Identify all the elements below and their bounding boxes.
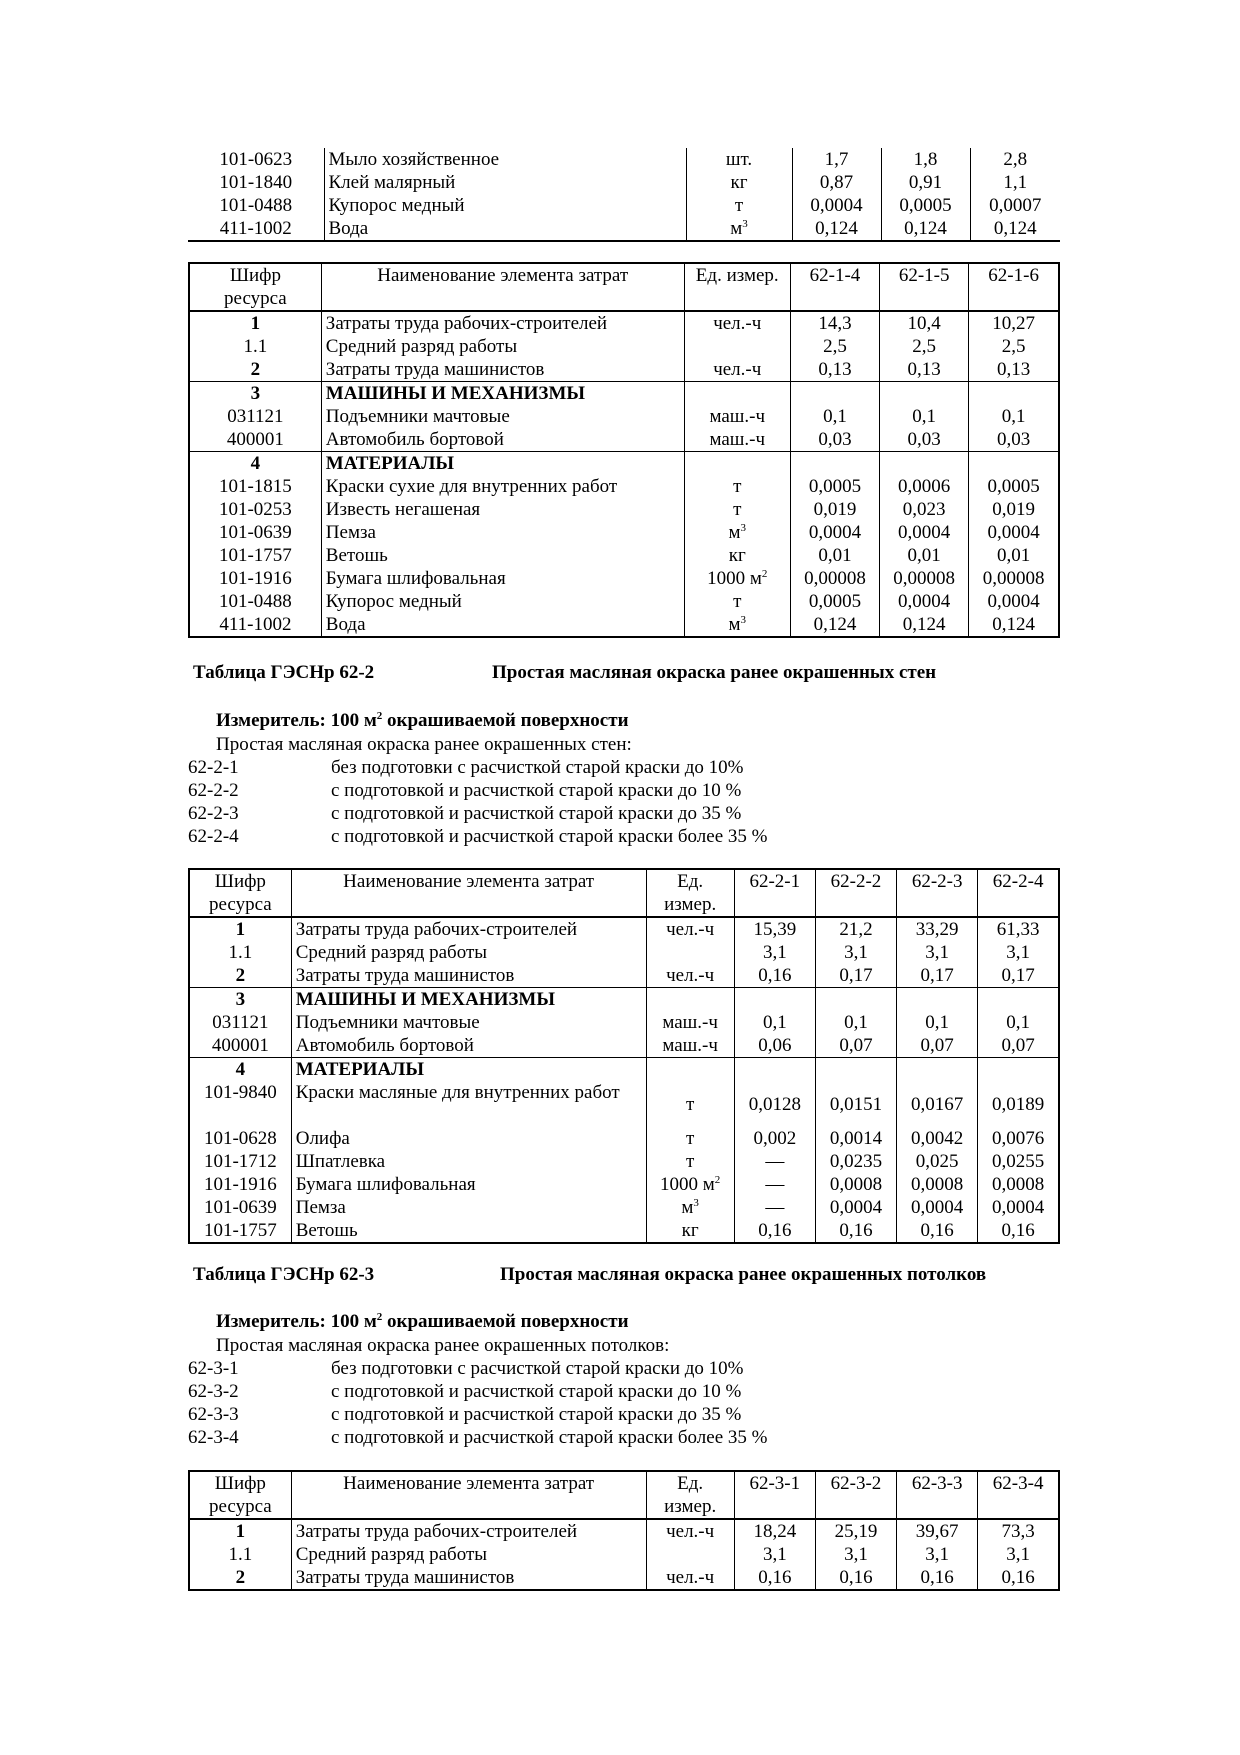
cell-value: 0,16 bbox=[815, 1566, 896, 1590]
cell-name: Подъемники мачтовые bbox=[291, 1011, 646, 1034]
cell-value: 0,0008 bbox=[897, 1173, 978, 1196]
cell-value: 1,8 bbox=[881, 148, 970, 171]
cell-name: Средний разряд работы bbox=[321, 335, 684, 358]
table-row bbox=[188, 171, 1060, 194]
cell-name: Подъемники мачтовые bbox=[321, 405, 684, 428]
cell-value: 0,13 bbox=[880, 358, 969, 382]
cell-value: 0,023 bbox=[880, 498, 969, 521]
cell-value: 15,39 bbox=[734, 917, 815, 941]
cell-name: Затраты труда машинистов bbox=[321, 358, 684, 382]
cell-value: 0,17 bbox=[897, 964, 978, 988]
cell-value: 0,07 bbox=[815, 1034, 896, 1058]
cell-value: 0,124 bbox=[969, 613, 1059, 637]
cell-code: 4 bbox=[189, 452, 321, 476]
cell-value: — bbox=[734, 1150, 815, 1173]
section-row bbox=[189, 452, 1059, 476]
cell-value: 0,1 bbox=[880, 405, 969, 428]
cell-value: 33,29 bbox=[897, 917, 978, 941]
table-62-3 bbox=[188, 1470, 1060, 1591]
cell-value: 0,1 bbox=[790, 405, 879, 428]
cell-unit: чел.-ч bbox=[684, 358, 790, 382]
cell-code: 101-0639 bbox=[218, 522, 292, 543]
cell-value: 0,0151 bbox=[815, 1081, 896, 1127]
table-title: Простая масляная окраска ранее окрашенных стен bbox=[492, 662, 937, 683]
cell-value: 0,01 bbox=[790, 544, 879, 567]
cell-unit: маш.-ч bbox=[646, 1034, 734, 1058]
cell-name: Вода bbox=[324, 217, 686, 241]
cell-value: 0,13 bbox=[969, 358, 1059, 382]
cell-name: Ветошь bbox=[321, 544, 684, 567]
cell-unit: 1000 $м^2$ bbox=[646, 1173, 734, 1196]
cell-value: 0,0128 bbox=[734, 1081, 815, 1127]
cell-name: Известь негашеная bbox=[321, 498, 684, 521]
cell-code: 101-0488 bbox=[219, 195, 293, 216]
intro-line: Простая масляная окраска ранее окрашенных стен: bbox=[216, 734, 632, 755]
section-title: МАШИНЫ И МЕХАНИЗМЫ bbox=[291, 988, 646, 1012]
cell-code: 101-1840 bbox=[219, 172, 293, 193]
cell-unit bbox=[646, 1543, 734, 1566]
cell-value: 0,0004 bbox=[880, 521, 969, 544]
table-row bbox=[189, 964, 1059, 988]
table-row bbox=[188, 148, 1060, 171]
cell-value: 0,17 bbox=[978, 964, 1059, 988]
cell-unit bbox=[684, 335, 790, 358]
cell-value: 0,019 bbox=[969, 498, 1059, 521]
cell-value: 0,06 bbox=[734, 1034, 815, 1058]
intro-line: Простая масляная окраска ранее окрашенных потолков: bbox=[216, 1335, 670, 1356]
cell-code: 1.1 bbox=[243, 336, 268, 357]
list-item: 62-2-3 с подготовкой и расчисткой старой краски до 35 % bbox=[188, 803, 742, 824]
cell-value: 3,1 bbox=[815, 941, 896, 964]
cell-name: Клей малярный bbox=[324, 171, 686, 194]
cell-value: 73,3 bbox=[978, 1519, 1059, 1543]
section-title: МАТЕРИАЛЫ bbox=[291, 1058, 646, 1082]
cell-name: Пемза bbox=[321, 521, 684, 544]
cell-value: 0,0004 bbox=[790, 521, 879, 544]
cell-value: 0,0167 bbox=[897, 1081, 978, 1127]
cell-name: Бумага шлифовальная bbox=[291, 1173, 646, 1196]
cell-name: Средний разряд работы bbox=[291, 941, 646, 964]
cell-name: Затраты труда машинистов bbox=[291, 964, 646, 988]
cell-unit: чел.-ч bbox=[646, 964, 734, 988]
table-row bbox=[188, 217, 1060, 241]
list-item: 62-2-1 без подготовки с расчисткой старой краски до 10% bbox=[188, 757, 744, 778]
cell-value: 14,3 bbox=[790, 311, 879, 335]
measure-line: Измеритель: 100 $м^2$ окрашиваемой поверхности bbox=[216, 1311, 629, 1332]
table-row bbox=[189, 358, 1059, 382]
table-row bbox=[189, 405, 1059, 428]
cell-code: 411-1002 bbox=[219, 614, 292, 635]
cell-name: Бумага шлифовальная bbox=[321, 567, 684, 590]
table-row bbox=[189, 521, 1059, 544]
cell-value: 3,1 bbox=[897, 1543, 978, 1566]
table-row bbox=[189, 590, 1059, 613]
cell-unit: маш.-ч bbox=[646, 1011, 734, 1034]
cell-name: Затраты труда машинистов bbox=[291, 1566, 646, 1590]
cell-value: 0,0008 bbox=[978, 1173, 1059, 1196]
header-code: Шифр ресурса bbox=[189, 1471, 291, 1519]
cell-code: 101-0253 bbox=[218, 499, 292, 520]
cell-unit: кг bbox=[646, 1219, 734, 1243]
header-col: 62-3-3 bbox=[897, 1471, 978, 1519]
cell-unit: 1000 $м^2$ bbox=[684, 567, 790, 590]
cell-value: 0,1 bbox=[978, 1011, 1059, 1034]
table-row bbox=[189, 428, 1059, 452]
cell-code: 411-1002 bbox=[219, 218, 292, 239]
cell-value: 0,124 bbox=[790, 613, 879, 637]
table-row bbox=[189, 1543, 1059, 1566]
cell-unit: т bbox=[684, 590, 790, 613]
header-unit: Ед. измер. bbox=[684, 263, 790, 311]
cell-value: 0,16 bbox=[734, 964, 815, 988]
list-item: 62-3-2 с подготовкой и расчисткой старой краски до 10 % bbox=[188, 1381, 742, 1402]
cell-name: Средний разряд работы bbox=[291, 1543, 646, 1566]
table-row bbox=[189, 498, 1059, 521]
cell-unit: $м^3$ bbox=[684, 613, 790, 637]
table-row bbox=[189, 1196, 1059, 1219]
header-name: Наименование элемента затрат bbox=[291, 869, 646, 917]
cell-value: 0,0004 bbox=[880, 590, 969, 613]
table-row bbox=[189, 917, 1059, 941]
cell-value: 0,0004 bbox=[815, 1196, 896, 1219]
cell-value: 39,67 bbox=[897, 1519, 978, 1543]
cell-code: 1.1 bbox=[228, 1544, 253, 1565]
section-title: МАШИНЫ И МЕХАНИЗМЫ bbox=[321, 382, 684, 406]
header-col: 62-1-5 bbox=[880, 263, 969, 311]
table-top-continuation bbox=[188, 148, 1060, 242]
cell-value: 0,0255 bbox=[978, 1150, 1059, 1173]
cell-value: 2,8 bbox=[970, 148, 1060, 171]
header-col: 62-2-1 bbox=[734, 869, 815, 917]
cell-value: 0,0004 bbox=[978, 1196, 1059, 1219]
cell-value: 0,01 bbox=[969, 544, 1059, 567]
cell-value: 0,03 bbox=[880, 428, 969, 452]
section-row bbox=[189, 1058, 1059, 1082]
table-row bbox=[189, 475, 1059, 498]
cell-value: 18,24 bbox=[734, 1519, 815, 1543]
cell-code: 101-0628 bbox=[203, 1128, 277, 1149]
cell-value: 0,0042 bbox=[897, 1127, 978, 1150]
table-row bbox=[189, 1519, 1059, 1543]
cell-value: 0,124 bbox=[792, 217, 881, 241]
cell-value: 0,0014 bbox=[815, 1127, 896, 1150]
cell-value: 0,07 bbox=[978, 1034, 1059, 1058]
cell-value: 10,27 bbox=[969, 311, 1059, 335]
cell-code: 101-1916 bbox=[218, 568, 292, 589]
cell-value: 2,5 bbox=[880, 335, 969, 358]
cell-value: 0,16 bbox=[897, 1219, 978, 1243]
cell-value: 0,1 bbox=[969, 405, 1059, 428]
cell-unit: маш.-ч bbox=[684, 405, 790, 428]
cell-unit: т bbox=[686, 194, 792, 217]
cell-value: 0,0005 bbox=[790, 475, 879, 498]
cell-value: 0,13 bbox=[790, 358, 879, 382]
cell-value: 0,87 bbox=[792, 171, 881, 194]
cell-value: 0,0005 bbox=[969, 475, 1059, 498]
cell-value: 0,01 bbox=[880, 544, 969, 567]
cell-value: 0,0076 bbox=[978, 1127, 1059, 1150]
cell-value: 0,07 bbox=[897, 1034, 978, 1058]
section-row bbox=[189, 988, 1059, 1012]
cell-value: 3,1 bbox=[897, 941, 978, 964]
cell-code: 101-9840 bbox=[203, 1082, 277, 1103]
cell-code: 101-1757 bbox=[203, 1220, 277, 1241]
cell-code: 101-0639 bbox=[203, 1197, 277, 1218]
cell-value: 0,91 bbox=[881, 171, 970, 194]
cell-code: 1 bbox=[250, 313, 261, 334]
table-row bbox=[189, 1011, 1059, 1034]
table-header-row bbox=[189, 263, 1059, 311]
cell-value: 0,1 bbox=[815, 1011, 896, 1034]
cell-value: 3,1 bbox=[734, 941, 815, 964]
cell-value: 0,0189 bbox=[978, 1081, 1059, 1127]
table-row bbox=[189, 613, 1059, 637]
section-row bbox=[189, 382, 1059, 406]
cell-name: Затраты труда рабочих-строителей bbox=[321, 311, 684, 335]
header-col: 62-3-1 bbox=[734, 1471, 815, 1519]
cell-unit: т bbox=[646, 1150, 734, 1173]
cell-value: 0,0008 bbox=[815, 1173, 896, 1196]
cell-name: Затраты труда рабочих-строителей bbox=[291, 917, 646, 941]
cell-name: Пемза bbox=[291, 1196, 646, 1219]
cell-value: 0,002 bbox=[734, 1127, 815, 1150]
cell-code: 2 bbox=[250, 359, 261, 380]
header-name: Наименование элемента затрат bbox=[321, 263, 684, 311]
cell-unit: чел.-ч bbox=[646, 917, 734, 941]
cell-value: 0,1 bbox=[734, 1011, 815, 1034]
cell-code: 400001 bbox=[226, 429, 284, 450]
cell-code: 3 bbox=[189, 988, 291, 1012]
table-row bbox=[189, 1173, 1059, 1196]
cell-unit: кг bbox=[684, 544, 790, 567]
cell-value: 0,0004 bbox=[792, 194, 881, 217]
header-col: 62-1-4 bbox=[790, 263, 879, 311]
cell-value: 3,1 bbox=[978, 1543, 1059, 1566]
cell-code: 1 bbox=[235, 919, 246, 940]
cell-code: 031121 bbox=[227, 406, 284, 427]
table-row bbox=[189, 1081, 1059, 1127]
cell-name: Вода bbox=[321, 613, 684, 637]
table-header-row bbox=[189, 869, 1059, 917]
table-row bbox=[189, 311, 1059, 335]
cell-code: 3 bbox=[189, 382, 321, 406]
table-row bbox=[189, 1034, 1059, 1058]
cell-value: 0,16 bbox=[978, 1566, 1059, 1590]
table-label: Таблица ГЭСНр 62-2 bbox=[193, 662, 375, 683]
table-row bbox=[189, 335, 1059, 358]
header-col: 62-1-6 bbox=[969, 263, 1059, 311]
cell-value: 10,4 bbox=[880, 311, 969, 335]
cell-value: 0,0007 bbox=[970, 194, 1060, 217]
cell-value: 2,5 bbox=[969, 335, 1059, 358]
cell-code: 101-1712 bbox=[203, 1151, 277, 1172]
cell-unit: т bbox=[684, 475, 790, 498]
cell-value: 0,03 bbox=[790, 428, 879, 452]
cell-unit: т bbox=[646, 1127, 734, 1150]
cell-code: 1.1 bbox=[228, 942, 253, 963]
cell-unit: чел.-ч bbox=[684, 311, 790, 335]
list-item: 62-3-3 с подготовкой и расчисткой старой краски до 35 % bbox=[188, 1404, 742, 1425]
cell-code: 101-0488 bbox=[218, 591, 292, 612]
table-row bbox=[189, 1150, 1059, 1173]
header-code: Шифр ресурса bbox=[189, 263, 321, 311]
cell-value: 0,16 bbox=[734, 1219, 815, 1243]
cell-value: 0,17 bbox=[815, 964, 896, 988]
cell-value: 0,124 bbox=[970, 217, 1060, 241]
cell-value: 0,0004 bbox=[969, 590, 1059, 613]
table-header-row bbox=[189, 1471, 1059, 1519]
cell-name: Затраты труда рабочих-строителей bbox=[291, 1519, 646, 1543]
cell-value: — bbox=[734, 1173, 815, 1196]
cell-value: 0,019 bbox=[790, 498, 879, 521]
list-item: 62-3-4 с подготовкой и расчисткой старой краски более 35 % bbox=[188, 1427, 768, 1448]
cell-value: 0,0006 bbox=[880, 475, 969, 498]
cell-unit: $м^3$ bbox=[686, 217, 792, 241]
cell-value: 0,00008 bbox=[880, 567, 969, 590]
header-col: 62-3-4 bbox=[978, 1471, 1059, 1519]
header-col: 62-2-4 bbox=[978, 869, 1059, 917]
header-name: Наименование элемента затрат bbox=[291, 1471, 646, 1519]
cell-code: 2 bbox=[235, 965, 246, 986]
cell-unit: $м^3$ bbox=[684, 521, 790, 544]
cell-code: 1 bbox=[235, 1521, 246, 1542]
header-unit: Ед. измер. bbox=[646, 869, 734, 917]
cell-value: 0,16 bbox=[897, 1566, 978, 1590]
table-row bbox=[189, 544, 1059, 567]
table-62-1 bbox=[188, 262, 1060, 638]
table-label: Таблица ГЭСНр 62-3 bbox=[193, 1264, 375, 1285]
table-row bbox=[189, 567, 1059, 590]
cell-unit: шт. bbox=[686, 148, 792, 171]
table-row bbox=[189, 1566, 1059, 1590]
table-row bbox=[189, 1127, 1059, 1150]
cell-unit: т bbox=[646, 1081, 734, 1127]
cell-name: Олифа bbox=[291, 1127, 646, 1150]
cell-value: 0,0235 bbox=[815, 1150, 896, 1173]
cell-name: Краски сухие для внутренних работ bbox=[321, 475, 684, 498]
list-item: 62-2-4 с подготовкой и расчисткой старой краски более 35 % bbox=[188, 826, 768, 847]
cell-name: Краски масляные для внутренних работ bbox=[291, 1081, 646, 1127]
measure-line: Измеритель: 100 $м^2$ окрашиваемой поверхности bbox=[216, 710, 629, 731]
cell-code: 101-1916 bbox=[203, 1174, 277, 1195]
cell-value: 61,33 bbox=[978, 917, 1059, 941]
cell-value: 0,0004 bbox=[897, 1196, 978, 1219]
header-col: 62-2-2 bbox=[815, 869, 896, 917]
header-unit: Ед. измер. bbox=[646, 1471, 734, 1519]
cell-code: 101-0623 bbox=[219, 149, 293, 170]
cell-name: Автомобиль бортовой bbox=[321, 428, 684, 452]
cell-value: 0,03 bbox=[969, 428, 1059, 452]
cell-value: 1,1 bbox=[970, 171, 1060, 194]
header-code: Шифр ресурса bbox=[189, 869, 291, 917]
cell-value: 1,7 bbox=[792, 148, 881, 171]
cell-value: 0,00008 bbox=[790, 567, 879, 590]
cell-name: Ветошь bbox=[291, 1219, 646, 1243]
cell-value: 3,1 bbox=[815, 1543, 896, 1566]
cell-value: 0,1 bbox=[897, 1011, 978, 1034]
header-col: 62-2-3 bbox=[897, 869, 978, 917]
cell-value: — bbox=[734, 1196, 815, 1219]
cell-code: 101-1815 bbox=[218, 476, 292, 497]
cell-unit: чел.-ч bbox=[646, 1566, 734, 1590]
cell-unit: маш.-ч bbox=[684, 428, 790, 452]
cell-value: 3,1 bbox=[978, 941, 1059, 964]
cell-value: 25,19 bbox=[815, 1519, 896, 1543]
cell-unit: т bbox=[684, 498, 790, 521]
table-row bbox=[189, 1219, 1059, 1243]
cell-value: 0,124 bbox=[880, 613, 969, 637]
cell-value: 0,00008 bbox=[969, 567, 1059, 590]
cell-name: Мыло хозяйственное bbox=[324, 148, 686, 171]
cell-name: Шпатлевка bbox=[291, 1150, 646, 1173]
cell-unit: чел.-ч bbox=[646, 1519, 734, 1543]
cell-value: 0,025 bbox=[897, 1150, 978, 1173]
cell-name: Автомобиль бортовой bbox=[291, 1034, 646, 1058]
section-title: МАТЕРИАЛЫ bbox=[321, 452, 684, 476]
cell-value: 3,1 bbox=[734, 1543, 815, 1566]
cell-code: 400001 bbox=[211, 1035, 269, 1056]
cell-name: Купорос медный bbox=[321, 590, 684, 613]
cell-value: 2,5 bbox=[790, 335, 879, 358]
cell-value: 0,16 bbox=[815, 1219, 896, 1243]
header-col: 62-3-2 bbox=[815, 1471, 896, 1519]
cell-value: 0,0005 bbox=[881, 194, 970, 217]
table-62-2 bbox=[188, 868, 1060, 1244]
cell-code: 4 bbox=[189, 1058, 291, 1082]
cell-value: 0,16 bbox=[734, 1566, 815, 1590]
cell-value: 0,16 bbox=[978, 1219, 1059, 1243]
cell-code: 031121 bbox=[212, 1012, 269, 1033]
cell-value: 21,2 bbox=[815, 917, 896, 941]
table-title: Простая масляная окраска ранее окрашенных потолков bbox=[500, 1264, 987, 1285]
cell-unit: $м^3$ bbox=[646, 1196, 734, 1219]
cell-value: 0,124 bbox=[881, 217, 970, 241]
table-row bbox=[189, 941, 1059, 964]
cell-code: 2 bbox=[235, 1567, 246, 1588]
cell-unit bbox=[646, 941, 734, 964]
cell-name: Купорос медный bbox=[324, 194, 686, 217]
cell-value: 0,0004 bbox=[969, 521, 1059, 544]
cell-unit: кг bbox=[686, 171, 792, 194]
cell-value: 0,0005 bbox=[790, 590, 879, 613]
cell-code: 101-1757 bbox=[218, 545, 292, 566]
list-item: 62-2-2 с подготовкой и расчисткой старой краски до 10 % bbox=[188, 780, 742, 801]
list-item: 62-3-1 без подготовки с расчисткой старой краски до 10% bbox=[188, 1358, 744, 1379]
table-row bbox=[188, 194, 1060, 217]
